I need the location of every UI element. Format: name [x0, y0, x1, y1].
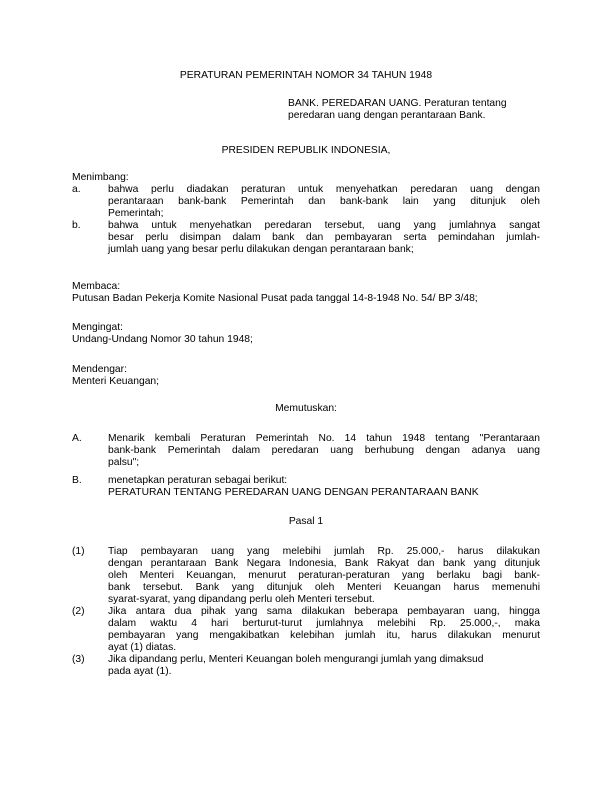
pasal-1-item-2-line-4: ayat (1) diatas.	[108, 642, 177, 653]
pasal-1-item-1-line-5: syarat-syarat, yang dipandang perlu oleh Menteri tersebut.	[108, 594, 375, 605]
president-heading: PRESIDEN REPUBLIK INDONESIA,	[221, 145, 391, 156]
menimbang-heading: Menimbang:	[72, 172, 129, 183]
pasal-1-item-2-label: (2)	[72, 606, 85, 617]
decision-a-line-2: bank-bank Pemerintah dalam peredaran uang berhubung dengan adanya uang	[108, 445, 540, 456]
mengingat-text: Undang-Undang Nomor 30 tahun 1948;	[72, 334, 253, 345]
decision-a-line-1: Menarik kembali Peraturan Pemerintah No. 14 tahun 1948 tentang "Perantaraan	[108, 433, 540, 444]
menimbang-a-line-1: bahwa perlu diadakan peraturan untuk menyehatkan peredaran uang dengan	[108, 184, 540, 195]
pasal-1-item-1-line-3: oleh Menteri Keuangan, menurut peraturan-peraturan yang berlaku bagi bank-	[108, 570, 540, 581]
pasal-1-item-2-line-2: dalam waktu 4 hari berturut-turut jumlahnya melebihi Rp. 25.000,-, maka	[108, 618, 540, 629]
menimbang-b-line-3: jumlah uang yang besar perlu dilakukan dengan perantaraan bank;	[108, 244, 414, 255]
decision-b-label: B.	[72, 475, 82, 486]
pasal-1-item-1-line-1: Tiap pembayaran uang yang melebihi jumlah Rp. 25.000,- harus dilakukan	[108, 546, 540, 557]
pasal-1-heading: Pasal 1	[288, 516, 324, 527]
menimbang-b-line-1: bahwa untuk menyehatkan peredaran tersebut, uang yang jumlahnya sangat	[108, 220, 540, 231]
pasal-1-item-3-label: (3)	[72, 654, 85, 665]
document-title: PERATURAN PEMERINTAH NOMOR 34 TAHUN 1948	[179, 70, 433, 81]
menimbang-b-line-2: besar perlu disimpan dalam bank dan pembayaran serta pemindahan jumlah-	[108, 232, 540, 243]
menimbang-a-line-3: Pemerintah;	[108, 208, 164, 219]
menimbang-b-label: b.	[72, 220, 81, 231]
decision-a-label: A.	[72, 433, 82, 444]
menimbang-a-label: a.	[72, 184, 81, 195]
pasal-1-item-3-line-1: Jika dipandang perlu, Menteri Keuangan boleh mengurangi jumlah yang dimaksud	[108, 654, 484, 665]
memutuskan-heading: Memutuskan:	[275, 403, 337, 414]
pasal-1-item-2-line-1: Jika antara dua pihak yang sama dilakukan beberapa pembayaran uang, hingga	[108, 606, 540, 617]
mendengar-text: Menteri Keuangan;	[72, 376, 160, 387]
mengingat-heading: Mengingat:	[72, 322, 123, 333]
mendengar-heading: Mendengar:	[72, 364, 127, 375]
pasal-1-item-2-line-3: pembayaran yang mengakibatkan kelebihan jumlah itu, harus dilakukan menurut	[108, 630, 540, 641]
menimbang-a-line-2: perantaraan bank-bank Pemerintah dan bank-bank lain yang ditunjuk oleh	[108, 196, 540, 207]
pasal-1-item-3-line-2: pada ayat (1).	[108, 666, 172, 677]
decision-b-line-2: PERATURAN TENTANG PEREDARAN UANG DENGAN PERANTARAAN BANK	[108, 487, 479, 498]
subject-line-2: peredaran uang dengan perantaraan Bank.	[288, 110, 486, 121]
decision-a-line-3: palsu";	[108, 457, 140, 468]
subject-line-1: BANK. PEREDARAN UANG. Peraturan tentang	[288, 98, 507, 109]
membaca-text: Putusan Badan Pekerja Komite Nasional Pusat pada tanggal 14-8-1948 No. 54/ BP 3/48;	[72, 293, 478, 304]
membaca-heading: Membaca:	[72, 281, 121, 292]
pasal-1-item-1-label: (1)	[72, 546, 85, 557]
pasal-1-item-1-line-2: dengan perantaraan Bank Negara Indonesia, Bank Rakyat dan bank yang ditunjuk	[108, 558, 540, 569]
pasal-1-item-1-line-4: bank tersebut. Bank yang ditunjuk oleh Menteri Keuangan harus memenuhi	[108, 582, 540, 593]
decision-b-line-1: menetapkan peraturan sebagai berikut:	[108, 475, 288, 486]
